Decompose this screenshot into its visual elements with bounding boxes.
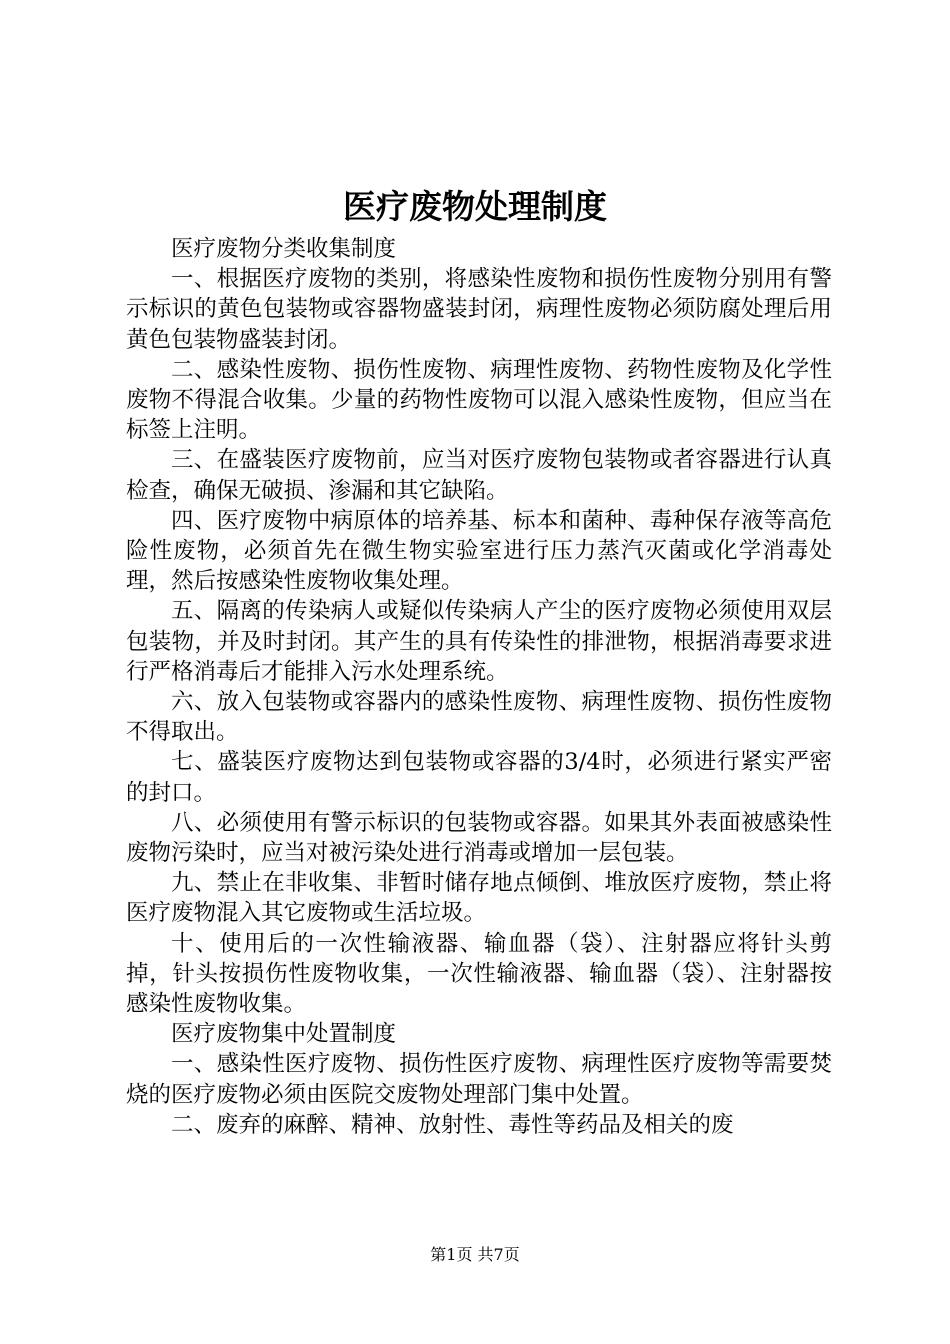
paragraph: 二、感染性废物、损伤性废物、病理性废物、药物性废物及化学性废物不得混合收集。少量的药物性废物可以混入感染性废物，但应当在标签上注明。 [126,356,832,444]
paragraph: 二、废弃的麻醉、精神、放射性、毒性等药品及相关的废 [171,1111,734,1138]
paragraph: 六、放入包装物或容器内的感染性废物、病理性废物、损伤性废物不得取出。 [126,689,832,746]
paragraph: 一、感染性医疗废物、损伤性医疗废物、病理性医疗废物等需要焚烧的医疗废物必须由医院交废物处理部门集中处置。 [126,1051,832,1108]
paragraph: 十、使用后的一次性输液器、输血器（袋）、注射器应将针头剪掉，针头按损伤性废物收集，一次性输液器、输血器（袋）、注射器按感染性废物收集。 [126,930,832,1018]
paragraph: 三、在盛装医疗废物前，应当对医疗废物包装物或者容器进行认真检查，确保无破损、渗漏和其它缺陷。 [126,447,832,504]
paragraph: 九、禁止在非收集、非暂时储存地点倾倒、堆放医疗废物，禁止将医疗废物混入其它废物或生活垃圾。 [126,870,832,927]
paragraph: 四、医疗废物中病原体的培养基、标本和菌种、毒种保存液等高危险性废物，必须首先在微生物实验室进行压力蒸汽灭菌或化学消毒处理，然后按感染性废物收集处理。 [126,507,832,595]
paragraph: 一、根据医疗废物的类别，将感染性废物和损伤性废物分别用有警示标识的黄色包装物或容器物盛装封闭，病理性废物必须防腐处理后用黄色包装物盛装封闭。 [126,266,832,353]
section-heading: 医疗废物集中处置制度 [171,1021,397,1048]
paragraph: 七、盛装医疗废物达到包装物或容器的3/4时，必须进行紧实严密的封口。 [126,749,832,806]
document-title: 医疗废物处理制度 [343,187,607,226]
paragraph: 五、隔离的传染病人或疑似传染病人产尘的医疗废物必须使用双层包装物，并及时封闭。其产生的具有传染性的排泄物，根据消毒要求进行严格消毒后才能排入污水处理系统。 [126,598,832,685]
page-footer: 第1页 共7页 [430,1245,520,1264]
document-body [126,234,832,1140]
section-heading: 医疗废物分类收集制度 [171,236,397,262]
paragraph: 八、必须使用有警示标识的包装物或容器。如果其外表面被感染性废物污染时，应当对被污染处进行消毒或增加一层包装。 [126,809,832,867]
